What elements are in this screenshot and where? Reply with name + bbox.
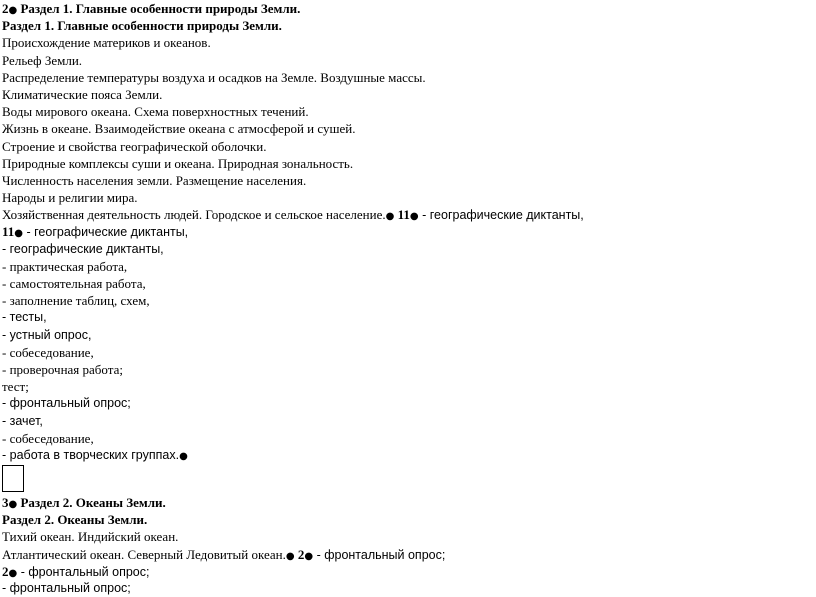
- topic-line: Строение и свойства географической оболочки.: [2, 138, 267, 154]
- hours-count: 11: [394, 207, 410, 223]
- control-form-text: - географические диктанты,: [23, 225, 189, 240]
- hours-count: 11: [2, 224, 15, 240]
- control-form-text: - фронтальный опрос;: [313, 547, 446, 562]
- section1-heading-text: Раздел 1. Главные особенности природы Земли.: [17, 1, 301, 16]
- control-form-line: - проверочная работа;: [2, 361, 123, 377]
- bullet-icon: ●: [409, 211, 419, 223]
- control-form-line: - фронтальный опрос;: [2, 396, 131, 411]
- section2-hours-num: 3: [2, 495, 9, 511]
- hours-count: 2: [2, 563, 9, 579]
- hours-count: 2: [294, 546, 305, 562]
- control-form-line: - практическая работа,: [2, 258, 128, 274]
- empty-cell-row: [2, 464, 814, 494]
- topic-line-with-hours: [2, 546, 814, 563]
- control-form-line: - собеседование,: [2, 430, 94, 446]
- control-form-line: - собеседование,: [2, 344, 94, 360]
- topic-text: Хозяйственная деятельность людей. Городское и сельское население.: [2, 207, 386, 223]
- bullet-icon: ●: [179, 450, 188, 462]
- section2-heading-text: Раздел 2. Океаны Земли.: [17, 495, 166, 511]
- empty-table-cell: [2, 465, 24, 492]
- topic-line: Распределение температуры воздуха и осадков на Земле. Воздушные массы.: [2, 69, 426, 85]
- section1-hours-num: 2: [2, 1, 9, 16]
- section2-heading: [2, 494, 814, 511]
- control-form-text: - работа в творческих группах.: [2, 447, 180, 462]
- topic-line: Рельеф Земли.: [2, 52, 83, 68]
- topic-line: Климатические пояса Земли.: [2, 86, 163, 102]
- control-form-line: - географические диктанты,: [2, 241, 164, 256]
- topic-line: Тихий океан. Индийский океан.: [2, 529, 179, 545]
- hours-line: [2, 223, 814, 240]
- topic-line: Происхождение материков и океанов.: [2, 35, 211, 51]
- topic-line-with-hours: [2, 206, 814, 223]
- topic-line: Жизнь в океане. Взаимодействие океана с атмосферой и сушей.: [2, 121, 356, 137]
- control-form-line: - самостоятельная работа,: [2, 276, 146, 291]
- topic-line: Природные комплексы суши и океана. Природная зональность.: [2, 155, 354, 171]
- section2-subheading: Раздел 2. Океаны Земли.: [2, 512, 148, 528]
- control-form-line: тест;: [2, 379, 29, 395]
- topic-line: Численность населения земли. Размещение населения.: [2, 172, 307, 188]
- bullet-icon: ●: [8, 567, 18, 579]
- bullet-icon: ●: [385, 211, 395, 223]
- control-form-text: - фронтальный опрос;: [17, 564, 150, 579]
- control-form-line: - тесты,: [2, 310, 47, 325]
- topic-text: Атлантический океан. Северный Ледовитый океан.: [2, 546, 286, 562]
- control-form-line: - устный опрос,: [2, 327, 92, 342]
- bullet-icon: ●: [8, 499, 18, 511]
- control-form-line: - заполнение таблиц, схем,: [2, 293, 150, 309]
- bullet-icon: ●: [8, 5, 18, 16]
- control-form-line: - фронтальный опрос;: [2, 581, 131, 595]
- hours-line: [2, 563, 814, 580]
- control-form-line: [2, 447, 814, 464]
- control-form-line: - зачет,: [2, 413, 43, 428]
- section1-heading: [2, 0, 814, 17]
- bullet-icon: ●: [14, 228, 24, 240]
- topic-line: Воды мирового океана. Схема поверхностных течений.: [2, 104, 309, 120]
- bullet-icon: ●: [304, 550, 314, 562]
- section1-subheading: Раздел 1. Главные особенности природы Земли.: [2, 18, 282, 34]
- control-form-text: - географические диктанты,: [418, 208, 584, 223]
- bullet-icon: ●: [285, 550, 295, 562]
- document-body: [2, 0, 814, 597]
- topic-line: Народы и религии мира.: [2, 190, 138, 206]
